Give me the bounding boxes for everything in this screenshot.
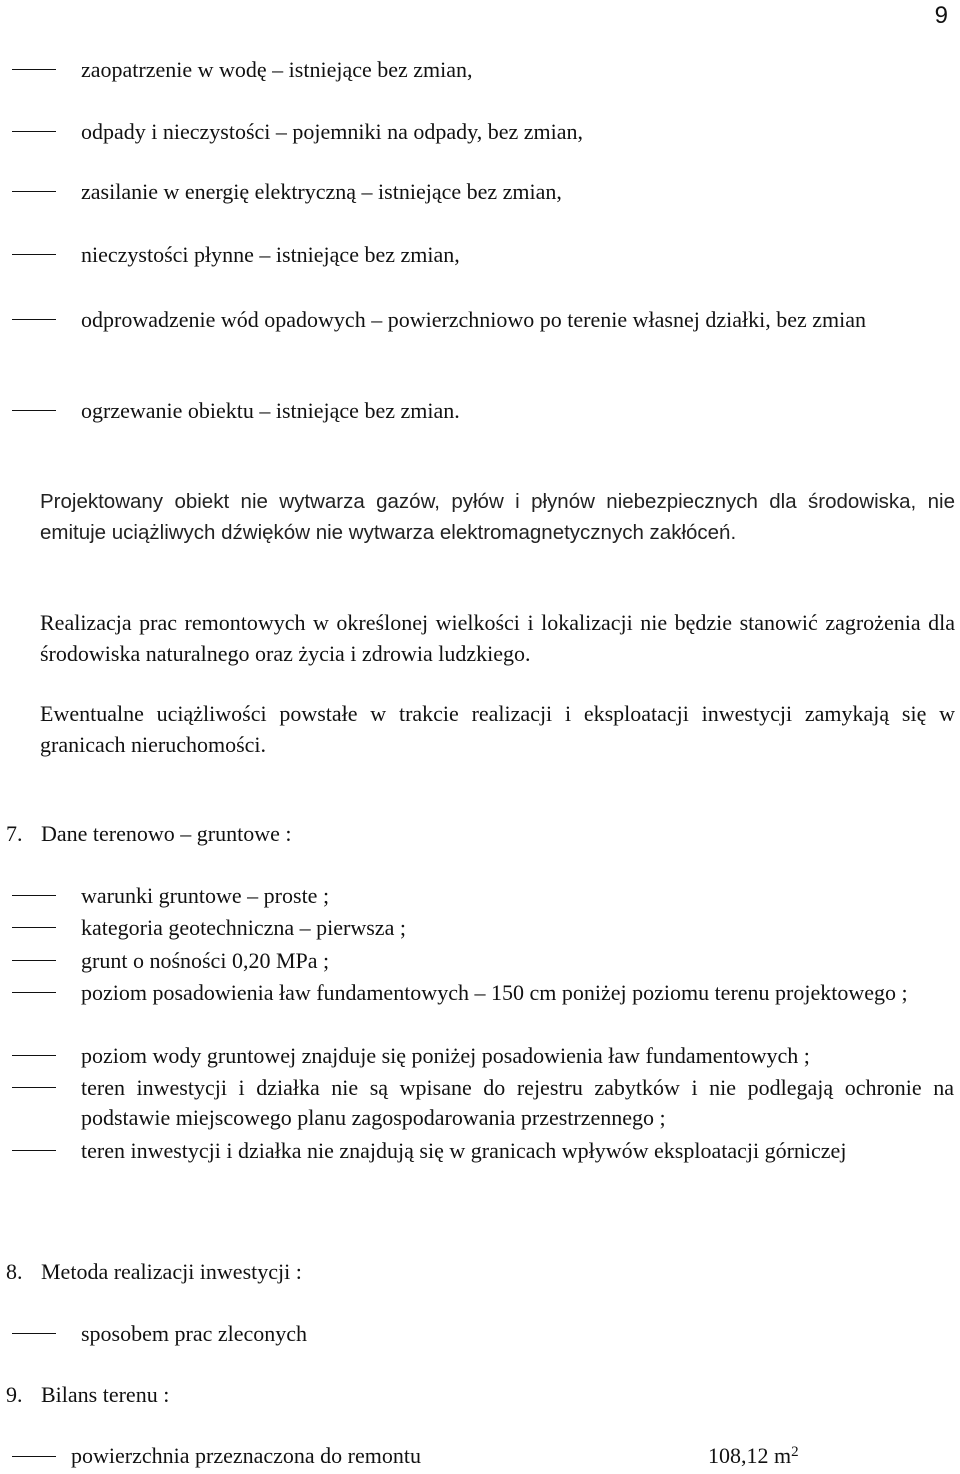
site-balance-label: powierzchnia przeznaczona do remontu <box>71 1443 421 1468</box>
section-title: Metoda realizacji inwestycji : <box>41 1259 302 1284</box>
list-item-text: nieczystości płynne – istniejące bez zmian, <box>81 242 460 267</box>
list-item-text: sposobem prac zleconych <box>81 1321 308 1346</box>
list-item-text: teren inwestycji i działka nie znajdują się w granicach wpływów eksploatacji górniczej <box>81 1138 847 1163</box>
paragraph-renovation: Realizacja prac remontowych w określonej wielkości i lokalizacji nie będzie stanowić zagrożenia dla środowiska naturalnego oraz życia i zdrowia ludzkiego. <box>40 610 955 666</box>
list-item-text: poziom posadowienia ław fundamentowych – 150 cm poniżej poziomu terenu projektowego ; <box>81 980 908 1005</box>
section-number: 7. <box>6 821 23 846</box>
dash-bullet <box>12 254 56 255</box>
section-number: 8. <box>6 1259 23 1284</box>
section-title: Dane terenowo – gruntowe : <box>41 821 292 846</box>
section-9-heading <box>6 1380 169 1410</box>
section-7-heading <box>6 819 291 849</box>
section-title: Bilans terenu : <box>41 1382 170 1407</box>
dash-bullet <box>12 927 56 928</box>
list-item-text: zaopatrzenie w wodę – istniejące bez zmian, <box>81 57 473 82</box>
dash-bullet <box>12 960 56 961</box>
section-8-heading <box>6 1257 302 1287</box>
list-item-text: ogrzewanie obiektu – istniejące bez zmian. <box>81 398 460 423</box>
list-item-text: poziom wody gruntowej znajduje się poniżej posadowienia ław fundamentowych ; <box>81 1043 810 1068</box>
dash-bullet <box>12 1456 56 1457</box>
dash-bullet <box>12 992 56 993</box>
dash-bullet <box>12 191 56 192</box>
dash-bullet <box>12 319 56 320</box>
dash-bullet <box>12 1055 56 1056</box>
section-number: 9. <box>6 1382 23 1407</box>
list-item-text: warunki gruntowe – proste ; <box>81 883 330 908</box>
dash-bullet <box>12 1087 56 1088</box>
dash-bullet <box>12 1333 56 1334</box>
unit-exponent: 2 <box>791 1444 799 1460</box>
page-number: 9 <box>934 2 948 29</box>
dash-bullet <box>12 69 56 70</box>
list-item-text: teren inwestycji i działka nie są wpisane do rejestru zabytków i nie podlegają ochronie na podstawie miejscowego planu zagospodarowania przestrzennego ; <box>81 1075 954 1130</box>
dash-bullet <box>12 895 56 896</box>
dash-bullet <box>12 1150 56 1151</box>
site-balance-row <box>0 1437 960 1473</box>
paragraph-environment: Projektowany obiekt nie wytwarza gazów, pyłów i płynów niebezpiecznych dla środowiska, nie emituje uciążliwych dźwięków nie wytwarza elektromagnetycznych zakłóceń. <box>40 490 955 544</box>
list-item-text: odprowadzenie wód opadowych – powierzchniowo po terenie własnej działki, bez zmian <box>81 307 867 332</box>
list-item-text: zasilanie w energię elektryczną – istniejące bez zmian, <box>81 179 562 204</box>
list-item-text: grunt o nośności 0,20 MPa ; <box>81 948 330 973</box>
area-value: 108,12 m <box>708 1443 792 1468</box>
list-item-text: kategoria geotechniczna – pierwsza ; <box>81 915 406 940</box>
dash-bullet <box>12 131 56 132</box>
dash-bullet <box>12 410 56 411</box>
list-item-text: odpady i nieczystości – pojemniki na odpady, bez zmian, <box>81 119 583 144</box>
paragraph-nuisances: Ewentualne uciążliwości powstałe w trakcie realizacji i eksploatacji inwestycji zamykają się w granicach nieruchomości. <box>40 701 955 757</box>
site-balance-value <box>708 1441 799 1471</box>
